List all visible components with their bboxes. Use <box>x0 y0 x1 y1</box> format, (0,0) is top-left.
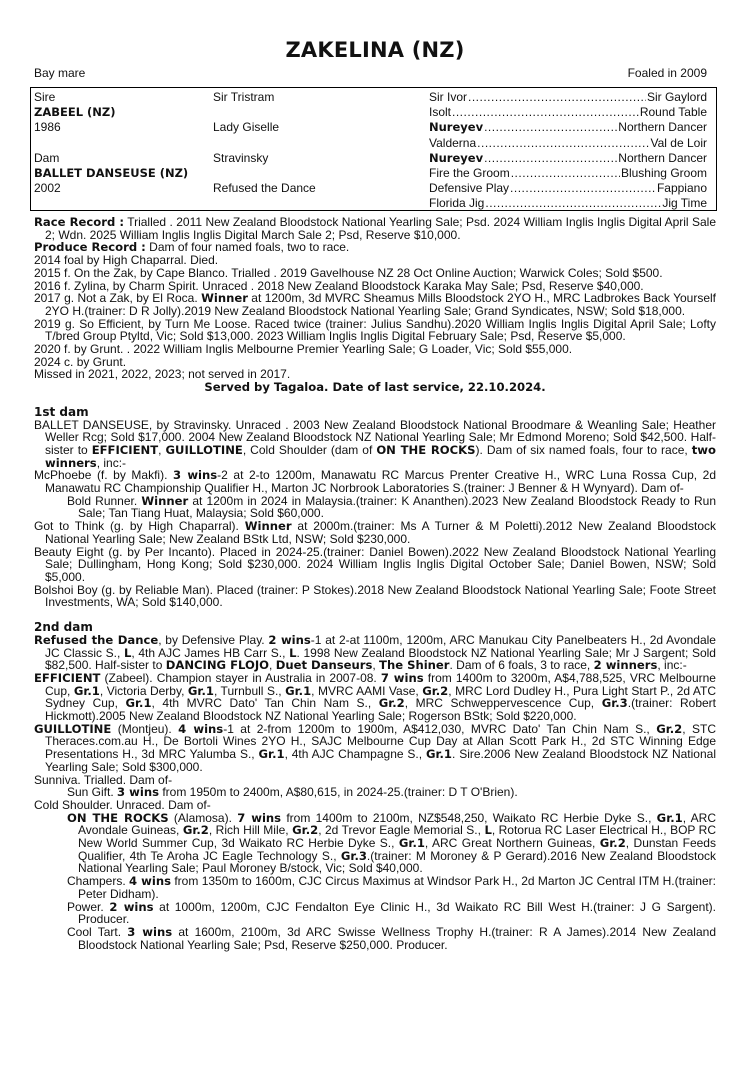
progeny-entry: McPhoebe (f. by Makfi). 3 wins-2 at 2-to 1200m, Manawatu RC Marcus Prenter Creative H., WRC Luna Rossa Cup, 2d Manawatu RC Championship Qualifier H., Marton JC Norbrook Laboratories S.(trainer: J Benner & H Wynyard). Dam of- <box>34 468 716 496</box>
gen3-row <box>429 136 707 150</box>
dam-label: Dam <box>34 151 60 165</box>
gen3-right: Sir Gaylord <box>646 90 707 104</box>
second-dam-entry: Refused the Dance, by Defensive Play. 2 wins-1 at 2-at 1100m, 1200m, ARC Manukau City Panelbeaters H., 2d Avondale JC Classic S., L, 4th AJC James HB Carr S., L. 1998 New Zealand Bloodstock NZ National Yearling Sale; Mr J Sargent; Sold $82,500. Half-sister to DANCING FLOJO, Duet Danseurs, The Shiner. Dam of 6 foals, 3 to race, 2 winners, inc:- <box>34 632 716 673</box>
produce-item: Missed in 2021, 2022, 2023; not served in 2017. <box>34 367 291 382</box>
progeny-entry: Champers. 4 wins from 1350m to 1600m, CJC Circus Maximus at Windsor Park H., 2d Marton JC Central ITM H.(trainer: Peter Didham). <box>67 874 716 901</box>
gen3-right: Northern Dancer <box>618 151 707 165</box>
first-dam-heading: 1st dam <box>34 404 89 419</box>
dam-year: 2002 <box>34 181 61 195</box>
produce-item: 2015 f. On the Zak, by Cape Blanco. Trialled . 2019 Gavelhouse NZ 28 Oct Online Auction; Warwick Coles; Sold $500. <box>34 265 663 280</box>
sire-name: ZABEEL (NZ) <box>34 105 116 119</box>
first-dam-entry: BALLET DANSEUSE, by Stravinsky. Unraced . 2003 New Zealand Bloodstock National Broodmare & Weanling Sale; Heather Weller Rcg; Sold $17,000. 2004 New Zealand Bloodstock NZ National Yearling Sale; Mr Edmond Moreno; Sold $42,500. Half-sister to EFFICIENT, GUILLOTINE, Cold Shoulder (dam of ON THE ROCKS). Dam of six named foals, four to race, two winners, inc:- <box>34 417 716 470</box>
gen3-left: Nureyev <box>429 120 484 134</box>
progeny-entry: GUILLOTINE (Montjeu). 4 wins-1 at 2-from 1200m to 1900m, A$412,030, MVRC Dato' Tan Chin Nam S., Gr.2, STC Theraces.com.au H., De Bortoli Wines 2YO H., SAJC Melbourne Cup Day at Allan Scott Park H., 2d STC Winning Edge Presentations H., 3d MRC Yalumba S., Gr.1, 4th AJC Champagne S., Gr.1. Sire.2006 New Zealand Bloodstock NZ National Yearling Sale; Sold $300,000. <box>34 721 716 774</box>
gen3-row <box>429 90 707 104</box>
produce-item: 2024 c. by Grunt. <box>34 354 127 369</box>
second-dam-heading: 2nd dam <box>34 620 93 635</box>
progeny-entry: Bolshoi Boy (g. by Reliable Man). Placed (trainer: P Stokes).2018 New Zealand Bloodstock National Yearling Sale; Foote Street Investments, WA; Sold $140,000. <box>34 582 716 610</box>
gen3-right: Blushing Groom <box>620 166 707 180</box>
sire-sire: Sir Tristram <box>213 90 275 104</box>
produce-record: Produce Record : Dam of four named foals, two to race. <box>34 240 350 255</box>
gen3-row <box>429 120 707 134</box>
sire-dam: Lady Giselle <box>213 120 280 134</box>
progeny-entry: Bold Runner. Winner at 1200m in 2024 in Malaysia.(trainer: K Ananthen).2023 New Zealand Bloodstock Ready to Run Sale; Tan Tiang Huat, Malaysia; Sold $60,000. <box>67 493 716 521</box>
progeny-entry: ON THE ROCKS (Alamosa). 7 wins from 1400m to 2100m, NZ$548,250, Waikato RC Herbie Dyke S., Gr.1, ARC Avondale Guineas, Gr.2, Rich Hill Mile, Gr.2, 2d Trevor Eagle Memorial S., L, Rotorua RC Laser Electrical H., BOP RC New World Summer Cup, 3d Waikato RC Herbie Dyke S., Gr.1, ARC Great Northern Guineas, Gr.2, Dunstan Feeds Qualifier, 4th Te Aroha JC Eagle Technology S., Gr.3.(trainer: M Moroney & P Gerard).2016 New Zealand Bloodstock National Yearling Sale; Paul Moroney B/stock, Vic; Sold $40,000. <box>67 810 717 876</box>
gen3-left: Valderna <box>429 136 477 150</box>
produce-item: 2016 f. Zylina, by Charm Spirit. Unraced . 2018 New Zealand Bloodstock Karaka May Sale; Psd, Reserve $40,000. <box>34 278 644 293</box>
dam-name: BALLET DANSEUSE (NZ) <box>34 166 189 180</box>
progeny-entry: Cool Tart. 3 wins at 1600m, 2100m, 3d ARC Swisse Wellness Trophy H.(trainer: R A James).2014 New Zealand Bloodstock National Yearling Sale; Psd, Reserve $250,000. Producer. <box>67 924 716 952</box>
race-record: Race Record : Trialled . 2011 New Zealand Bloodstock National Yearling Sale; Psd. 2024 William Inglis Inglis Digital April Sale 2; Wdn. 2025 William Inglis Inglis Digital March Sale 2; Psd, Reserve $10,000. <box>34 215 717 242</box>
service-note: Served by Tagaloa. Date of last service, 22.10.2024. <box>204 380 546 395</box>
gen3-left: Sir Ivor <box>429 90 468 104</box>
gen3-right: Round Table <box>639 105 707 119</box>
gen3-left: Defensive Play <box>429 181 510 195</box>
page-title: ZAKELINA (NZ) <box>285 38 465 62</box>
sire-label: Sire <box>34 90 56 104</box>
pedigree-table <box>30 87 717 211</box>
gen3-row <box>429 196 707 210</box>
gen3-right: Northern Dancer <box>618 120 707 134</box>
produce-item: 2017 g. Not a Zak, by El Roca. Winner at 1200m, 3d MVRC Sheamus Mills Bloodstock 2YO H., MRC Ladbrokes Back Yourself 2YO H.(trainer: D R Jolly).2019 New Zealand Bloodstock National Yearling Sale; Grand Syndicates, NSW; Sold $18,000. <box>34 291 716 318</box>
gen3-left: Isolt <box>429 105 452 119</box>
progeny-entry: Power. 2 wins at 1000m, 1200m, CJC Fendalton Eye Clinic H., 3d Waikato RC Bill West H.(trainer: J G Sargent). Producer. <box>67 899 716 927</box>
gen3-right: Jig Time <box>662 196 707 210</box>
sire-year: 1986 <box>34 120 61 134</box>
dam-sire: Stravinsky <box>213 151 269 165</box>
gen3-row <box>429 181 707 195</box>
gen3-left: Fire the Groom <box>429 166 510 180</box>
gen3-right: Val de Loir <box>650 136 707 150</box>
foaled-year: Foaled in 2009 <box>627 66 707 80</box>
gen3-row <box>429 166 707 180</box>
produce-item: 2020 f. by Grunt. . 2022 William Inglis Melbourne Premier Yearling Sale; G Loader, Vic; Sold $55,000. <box>34 342 573 357</box>
produce-item: 2019 g. So Efficient, by Turn Me Loose. Raced twice (trainer: Julius Sandhu).2020 William Inglis Inglis Digital April Sale; Lofty T/bred Group Ptyltd, Vic; Sold $13,000. 2023 William Inglis Inglis Digital February Sale; Psd, Reserve $5,000. <box>34 316 716 344</box>
gen3-row <box>429 151 707 165</box>
catalogue-body <box>34 216 716 951</box>
gen3-row <box>429 105 707 119</box>
progeny-entry: Beauty Eight (g. by Per Incanto). Placed in 2024-25.(trainer: Daniel Bowen).2022 New Zealand Bloodstock National Yearling Sale; Dullingham, Hong Kong; Sold $230,000. 2024 William Inglis Inglis Digital October Sale; Daniel Bowen, NSW; Sold $5,000. <box>34 544 716 584</box>
progeny-entry: Sunniva. Trialled. Dam of- <box>34 772 173 787</box>
gen3-left: Florida Jig <box>429 196 485 210</box>
progeny-entry: Cold Shoulder. Unraced. Dam of- <box>34 797 211 812</box>
progeny-entry: EFFICIENT (Zabeel). Champion stayer in Australia in 2007-08. 7 wins from 1400m to 3200m, A$4,788,525, VRC Melbourne Cup, Gr.1, Victoria Derby, Gr.1, Turnbull S., Gr.1, MVRC AAMI Vase, Gr.2, MRC Lord Dudley H., Pura Light Start P., 2d ATC Sydney Cup, Gr.1, 4th MVRC Dato' Tan Chin Nam S., Gr.2, MRC Schweppervescence Cup, Gr.3.(trainer: Robert Hickmott).2005 New Zealand Bloodstock NZ National Yearling Sale; Rogerson BStk; Sold $220,000. <box>34 670 717 724</box>
progeny-entry: Got to Think (g. by High Chaparral). Winner at 2000m.(trainer: Ms A Turner & M Poletti).2012 New Zealand Bloodstock National Yearling Sale; New Zealand BStk Ltd, NSW; Sold $230,000. <box>34 519 716 546</box>
dam-dam: Refused the Dance <box>213 181 316 195</box>
gen3-right: Fappiano <box>656 181 707 195</box>
horse-sex: Bay mare <box>34 66 86 80</box>
produce-item: 2014 foal by High Chaparral. Died. <box>34 253 219 268</box>
gen3-left: Nureyev <box>429 151 484 165</box>
progeny-entry: Sun Gift. 3 wins from 1950m to 2400m, A$80,615, in 2024-25.(trainer: D T O'Brien). <box>67 785 518 800</box>
